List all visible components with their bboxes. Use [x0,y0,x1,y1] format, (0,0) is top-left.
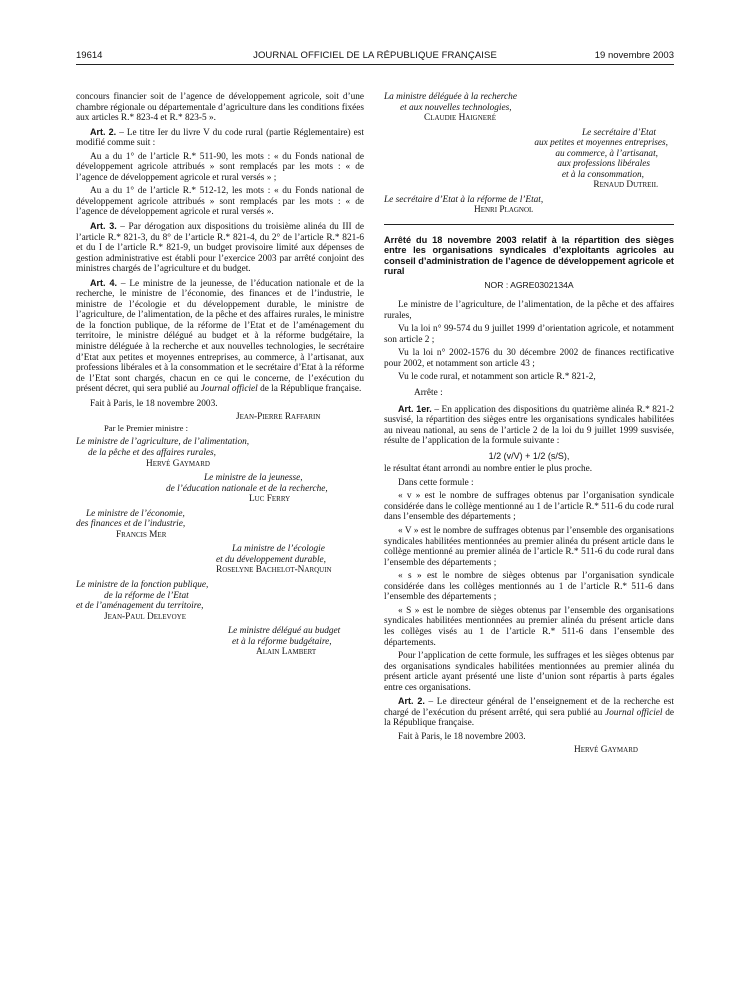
article-label: Art. 2. [398,696,425,707]
nor-reference: NOR : AGRE0302134A [484,279,574,290]
header-rule [76,64,674,65]
signature-block-reforme [384,195,674,216]
article-label: Art. 4. [90,277,118,288]
secretary-title: au commerce, à l’artisanat, [555,148,658,159]
minister-title: et du développement durable, [216,554,326,565]
journal-title: JOURNAL OFFICIEL DE LA RÉPUBLIQUE FRANÇAISE [253,50,497,61]
article-text: – En application des dispositions du quatrième alinéa R.* 821-2 susvisé, la répartition des sièges entre les organisations syndicales habilitées au niveau national, au sens de l’article 2 de la loi du 9 juillet 1999 susvisée, résulte de l’application de la formule suivante : [384,404,674,447]
article-text-end: de la République française. [257,384,362,395]
article-text: – Le directeur général de l’enseignement et de la recherche est chargé de l’exécution du présent arrêté, qui sera publié au [384,697,674,718]
article-text: – Le titre Ier du livre V du code rural (partie Réglementaire) est modifié comme suit : [76,127,364,149]
article-2-arrete [384,696,674,729]
signature-final: Hervé Gaymard [574,745,638,756]
vu-clause: Vu la loi n° 2002-1576 du 30 décembre 2002 de finances rectificative pour 2002, et notamment son article 43 ; [384,348,674,369]
article-2 [76,127,364,149]
signature-block-agriculture [76,437,364,469]
minister-title: de la pêche et des affaires rurales, [88,447,216,458]
minister-title: La ministre de l’écologie [232,544,325,555]
minister-title: Le ministre délégué au budget [228,626,341,637]
done-at: Fait à Paris, le 18 novembre 2003. [90,398,218,409]
secretary-title: Le secrétaire d’Etat à la réforme de l’Etat, [384,194,544,205]
minister-title: des finances et de l’industrie, [76,519,186,530]
secretary-title: Le secrétaire d’Etat [581,127,656,138]
arrete-heading: Arrête : [414,388,443,399]
paragraph: Au a du 1° de l’article R.* 511-90, les mots : « du Fonds national de développement agricole attribués » sont remplacés par les mots : « de l’agence de développement agricole et rural versés » ; [76,151,364,183]
paragraph: Au a du 1° de l’article R.* 512-12, les mots : « du Fonds national de développement agricole attribués » sont remplacés par les mots : « de l’agence de développement agricole et rural versés ». [76,186,364,218]
signature-block-fonction-publique [76,580,364,622]
article-text: – Par dérogation aux dispositions du troisième alinéa du III de l’article R.* 821-3, du 8° de l’article R.* 821-4, du 2° de l’article R.* 821-6 et du I de l’article R.* 821-9, un budget provisoire limité aux dépenses de gestion administrative est établi pour l’exercice 2003 par arrêté conjoint des ministres chargés de l’agriculture et du budget. [76,222,364,275]
article-text-end: de la République française. [384,707,675,729]
by-prime-minister: Par le Premier ministre : [104,422,189,433]
definition-s: « s » est le nombre de sièges obtenus par l’organisation syndicale considérée dans les collèges mentionnés au 1 de l’article R.* 511-6 dans l’ensemble des départements ; [384,571,674,603]
minister-title: de la réforme de l’Etat [104,590,189,601]
signature-block-ecologie [76,544,364,576]
preamble: Le ministre de l’agriculture, de l’alimentation, de la pêche et des affaires rurales, [384,300,674,321]
article-text: – Le ministre de la jeunesse, de l’éducation nationale et de la recherche, le ministre de l’économie, des finances et de l’industrie, le ministre de l’écologie et du développement durable, le ministre de l’agriculture, de l’alimentation, de la pêche et des affaires rurales, le ministre de la fonction publique, de la réforme de l’Etat et de l’aménagement du territoire, le ministre délégué au budget et à la réforme budgétaire, la ministre déléguée à la recherche et aux nouvelles technologies, le secrétaire d’Etat aux petites et moyennes entreprises, au commerce, à l’artisanat, aux professions libérales et à la consommation et le secrétaire d’Etat à la réforme de l’Etat sont chargés, chacun en ce qui le concerne, de l’exécution du présent décret, qui sera publié au [76,278,364,395]
definition-S: « S » est le nombre de sièges obtenus par l’ensemble des organisations syndicales habilitées mentionnées au premier alinéa du présent article dans les collèges visés au 1 de l’article R.* 511-6 dans l’ensemble des départements. [384,605,674,648]
section-divider [384,224,674,225]
secretary-name: Henri Plagnol [474,205,534,216]
secretary-title: aux petites et moyennes entreprises, [534,138,668,149]
journal-ref: Journal officiel [200,384,258,395]
paragraph: Pour l’application de cette formule, les suffrages et les sièges obtenus par des organisations syndicales habilitées mentionnées au premier alinéa du présent article ayant présenté une liste d’union sont répartis à parts égales entre ces organisations. [384,651,674,693]
minister-title: La ministre déléguée à la recherche [384,92,517,102]
signature-block-pme [384,128,674,191]
definition-V: « V » est le nombre de suffrages obtenus par l’ensemble des organisations syndicales habilitées mentionnées au premier alinéa du présent article dans le collège mentionné au premier alinéa de l’article R.* 511-6 du code rural dans l’ensemble des départements ; [384,526,674,568]
secretary-title: et à la consommation, [561,169,644,180]
paragraph: le résultat étant arrondi au nombre entier le plus proche. [384,464,593,475]
done-at: Fait à Paris, le 18 novembre 2003. [398,731,526,742]
signature-block-recherche [384,92,674,124]
formula: 1/2 (v/V) + 1/2 (s/S), [488,450,570,461]
minister-name: Claudie Haigneré [424,113,497,124]
minister-title: Le ministre de l’agriculture, de l’alimentation, [76,437,250,448]
article-4 [76,278,364,395]
article-1 [384,404,674,447]
minister-title: Le ministre de l’économie, [86,508,185,519]
article-3 [76,221,364,275]
vu-clause: Vu le code rural, et notamment son article R.* 821-2, [398,372,596,383]
secretary-name: Renaud Dutreil [593,180,658,191]
minister-title: et de l’aménagement du territoire, [76,601,204,612]
decree-title: Arrêté du 18 novembre 2003 relatif à la répartition des sièges entre les organisations syndicales d’exploitants agricoles au conseil d’administration de l’agence de développement agricole et rural [384,235,674,277]
minister-title: Le ministre de la fonction publique, [76,579,209,590]
article-label: Art. 3. [90,221,117,232]
secretary-title: aux professions libérales [557,159,650,170]
minister-title: de l’éducation nationale et de la recherche, [166,483,328,494]
minister-name: Alain Lambert [256,647,317,658]
minister-name: Jean-Paul Delevoye [104,611,186,622]
minister-name: Hervé Gaymard [146,458,210,469]
paragraph: Dans cette formule : [398,477,474,488]
page-number: 19614 [76,50,103,61]
continued-paragraph: concours financier soit de l’agence de développement agricole, soit d’une chambre régionale ou départementale d’agriculture dans les conditions fixées aux articles R.* 823-4 et R.* 823-5 ». [76,92,364,124]
minister-title: et aux nouvelles technologies, [400,102,512,113]
minister-name: Luc Ferry [249,494,291,505]
vu-clause: Vu la loi n° 99-574 du 9 juillet 1999 d’orientation agricole, et notamment son article 2 ; [384,324,674,345]
minister-name: Francis Mer [116,529,167,540]
right-column [384,92,674,756]
minister-name: Roselyne Bachelot-Narquin [216,565,332,576]
signature-pm: Jean-Pierre Raffarin [236,412,321,423]
journal-ref: Journal officiel [605,707,663,718]
publication-date: 19 novembre 2003 [594,50,674,61]
signature-block-budget [76,626,364,658]
article-label: Art. 2. [90,126,117,137]
signature-block-jeunesse [76,473,364,505]
definition-v: « v » est le nombre de suffrages obtenus par l’organisation syndicale considérée dans le collège mentionné au 1 de l’article R.* 511-6 du code rural dans l’ensemble des départements ; [384,491,674,523]
signature-block-economie [76,509,364,541]
left-column [76,92,364,662]
minister-title: Le ministre de la jeunesse, [204,473,303,484]
article-label: Art. 1er. [398,403,432,414]
minister-title: et à la réforme budgétaire, [232,636,332,647]
